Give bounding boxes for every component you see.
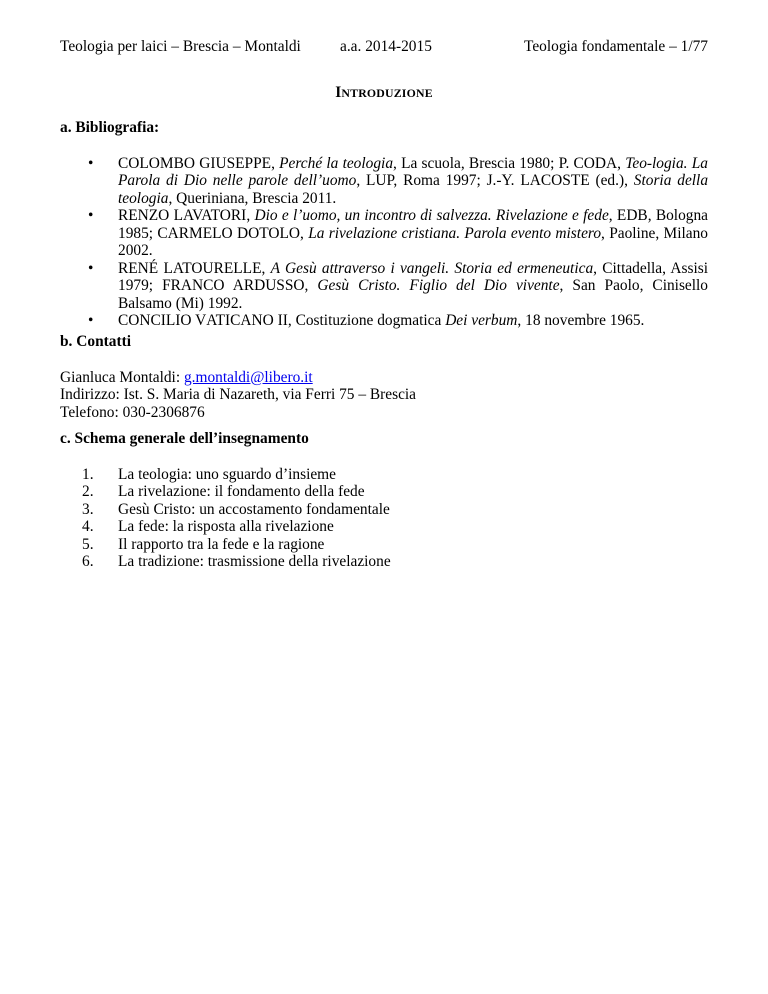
outline-heading: c. Schema generale dell’insegnamento (60, 430, 309, 447)
outline-section (60, 430, 708, 571)
contacts-section (60, 333, 708, 421)
contact-name-line: Gianluca Montaldi: g.montaldi@libero.it (60, 368, 313, 386)
contact-phone: Telefono: 030-2306876 (60, 403, 205, 421)
email-link[interactable]: g.montaldi@libero.it (183, 368, 313, 386)
header-academic-year: a.a. 2014-2015 (340, 38, 432, 55)
bibliography-heading: a. Bibliografia: (60, 119, 160, 136)
list-item: 2. La rivelazione: il fondamento della fede (82, 483, 365, 500)
list-item: • CONCILIO VATICANO II, Costituzione dogmatica Dei verbum, 18 novembre 1965. (88, 312, 645, 329)
header-course: Teologia per laici – Brescia – Montaldi (60, 38, 301, 55)
list-item: 6. La tradizione: trasmissione della rivelazione (82, 553, 391, 570)
page-header (60, 38, 708, 58)
contact-address: Indirizzo: Ist. S. Maria di Nazareth, via Ferri 75 – Brescia (60, 386, 417, 403)
page-title: INTRODUZIONE (335, 84, 433, 101)
list-item: • COLOMBO GIUSEPPE, Perché la teologia, La scuola, Brescia 1980; P. CODA, Teo-logia. La Parola di Dio nelle parole dell’uomo, LUP, Roma 1997; J.-Y. LACOSTE (ed.), Storia della teologia, Queriniana, Brescia 2011. (88, 154, 709, 207)
list-item: 1. La teologia: uno sguardo d’insieme (82, 465, 336, 483)
list-item: 3. Gesù Cristo: un accostamento fondamentale (82, 500, 390, 518)
contacts-heading: b. Contatti (60, 333, 131, 350)
list-item: • RENÉ LATOURELLE, A Gesù attraverso i vangeli. Storia ed ermeneutica, Cittadella, Assisi 1979; FRANCO ARDUSSO, Gesù Cristo. Figlio del Dio vivente, San Paolo, Cinisello Balsamo (Mi) 1992. (88, 259, 709, 312)
bibliography-section (60, 119, 708, 330)
list-item: • RENZO LAVATORI, Dio e l’uomo, un incontro di salvezza. Rivelazione e fede, EDB, Bologna 1985; CARMELO DOTOLO, La rivelazione cristiana. Parola evento mistero, Paoline, Milano 2002. (88, 207, 709, 259)
bullet-icon: • (88, 312, 94, 329)
list-item: 5. Il rapporto tra la fede e la ragione (82, 535, 325, 553)
header-page-number: Teologia fondamentale – 1/77 (524, 38, 708, 55)
bullet-icon: • (88, 259, 94, 277)
outline-list (60, 466, 708, 571)
list-item: 4. La fede: la risposta alla rivelazione (82, 518, 334, 535)
bullet-icon: • (88, 207, 94, 224)
bibliography-list (60, 155, 708, 330)
bullet-icon: • (88, 154, 94, 172)
